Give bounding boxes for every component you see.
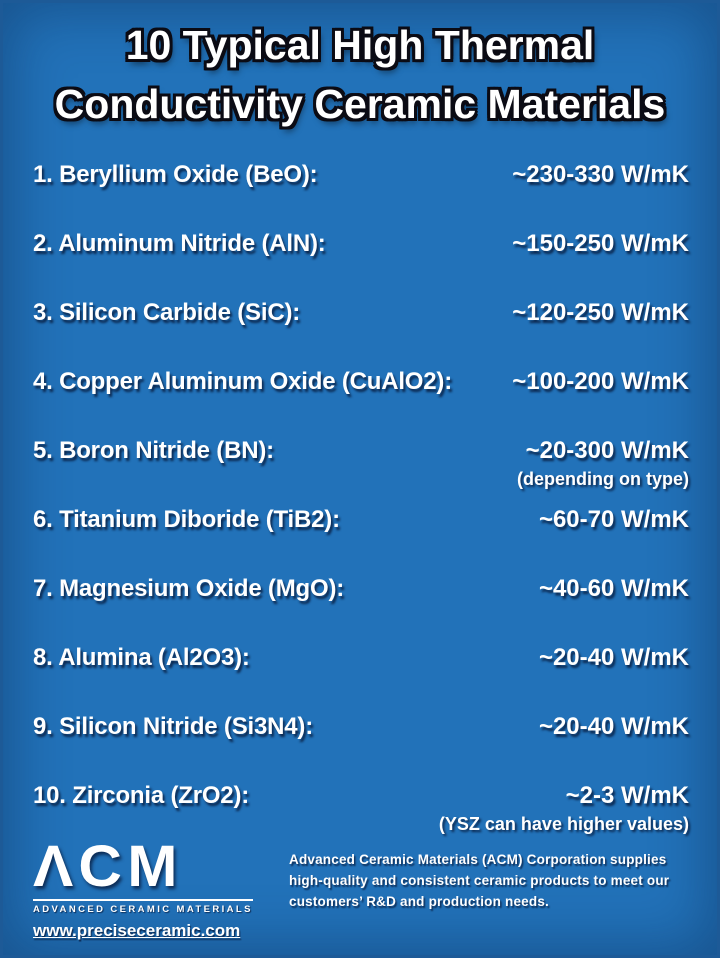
material-row-8 bbox=[33, 643, 689, 673]
material-label: 2. Aluminum Nitride (AlN): bbox=[33, 230, 326, 257]
material-row-7 bbox=[33, 574, 689, 604]
material-label: 4. Copper Aluminum Oxide (CuAlO2): bbox=[33, 368, 453, 395]
material-value: ~20-40 W/mK bbox=[538, 644, 689, 671]
material-row-9 bbox=[33, 712, 689, 742]
website-link[interactable]: www.preciseceramic.com bbox=[33, 921, 241, 940]
acm-logo-subtitle: ADVANCED CERAMIC MATERIALS bbox=[33, 899, 253, 915]
material-label: 1. Beryllium Oxide (BeO): bbox=[33, 161, 318, 188]
material-label: 6. Titanium Diboride (TiB2): bbox=[33, 506, 340, 533]
material-label: 10. Zirconia (ZrO2): bbox=[33, 782, 250, 809]
footer-description: Advanced Ceramic Materials (ACM) Corporation supplies high-quality and consistent ceramic products to meet our customers’ R&D and production needs. bbox=[289, 852, 670, 909]
material-value: ~20-300 W/mK bbox=[525, 437, 689, 464]
material-value: ~100-200 W/mK bbox=[512, 368, 689, 395]
footer bbox=[3, 834, 717, 941]
acm-logo bbox=[33, 834, 253, 941]
material-row-10 bbox=[33, 781, 689, 836]
material-value: ~60-70 W/mK bbox=[538, 506, 689, 533]
poster-title-line2: Conductivity Ceramic Materials bbox=[54, 81, 666, 127]
materials-list bbox=[3, 160, 717, 836]
material-note: (depending on type) bbox=[517, 469, 689, 489]
material-row-1 bbox=[33, 160, 689, 190]
poster-title-line1: 10 Typical High Thermal bbox=[125, 22, 595, 68]
material-note: (YSZ can have higher values) bbox=[438, 814, 689, 834]
material-value: ~120-250 W/mK bbox=[512, 299, 689, 326]
material-row-6 bbox=[33, 505, 689, 535]
material-row-5 bbox=[33, 436, 689, 491]
material-value: ~20-40 W/mK bbox=[538, 713, 689, 740]
material-row-2 bbox=[33, 229, 689, 259]
material-label: 8. Alumina (Al2O3): bbox=[33, 644, 250, 671]
acm-logo-wordmark: ΛCM bbox=[33, 834, 183, 899]
material-value: ~230-330 W/mK bbox=[512, 161, 689, 188]
material-value: ~40-60 W/mK bbox=[538, 575, 689, 602]
material-row-4 bbox=[33, 367, 689, 397]
material-label: 5. Boron Nitride (BN): bbox=[33, 437, 274, 464]
material-label: 7. Magnesium Oxide (MgO): bbox=[33, 575, 345, 602]
material-label: 9. Silicon Nitride (Si3N4): bbox=[33, 713, 313, 740]
material-value: ~2-3 W/mK bbox=[565, 782, 689, 809]
material-row-3 bbox=[33, 298, 689, 328]
material-label: 3. Silicon Carbide (SiC): bbox=[33, 299, 301, 326]
material-value: ~150-250 W/mK bbox=[512, 230, 689, 257]
poster-title bbox=[3, 3, 717, 134]
